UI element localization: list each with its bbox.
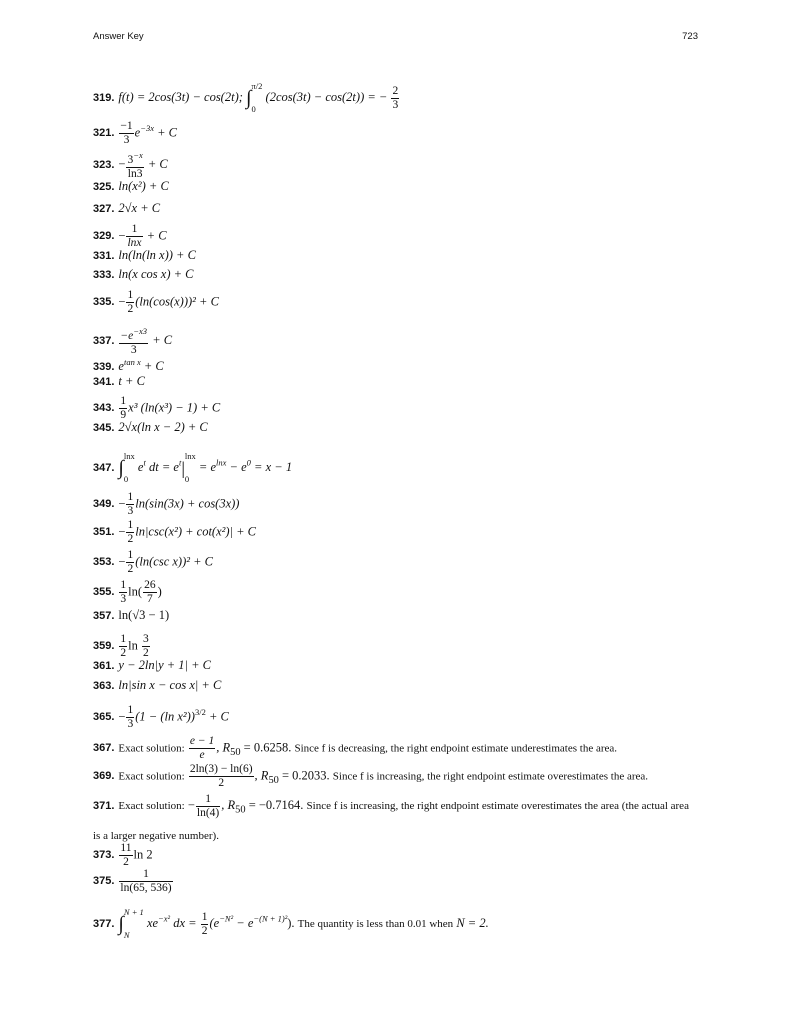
answer-347: 347. ∫ lnx 0 $e^t$ dt = $e^t|$ lnx 0 = $e^{lnx} - e^0 = x - 1$ (93, 451, 293, 484)
answer-321: 321. $\frac{-1}{3}$ $e^{-3x} + C$ (93, 120, 178, 146)
answer-325: 325. ln(x²) + C (93, 179, 169, 193)
answer-335: 335. − $\frac{1}{2}$ (ln(cos(x)))² + C (93, 289, 219, 315)
answer-375: 375. $\frac{1}{\ln(65, 536)}$ (93, 868, 172, 894)
answer-329: 329. − $\frac{1}{\ln x}$ + C (93, 223, 167, 249)
answer-351: 351. − $\frac{1}{2}$ ln|csc(x²) + cot(x²)| + C (93, 519, 257, 545)
header-left: Answer Key (93, 31, 144, 42)
answer-337: 337. $\frac{-e^{-x3}}{3}$ + C (93, 326, 173, 356)
answer-377: 377. ∫ N + 1 N $xe^{-x^2}$ dx = $\frac{1}{2}$ $(e^{-N^2} - e^{-(N + 1)^2})$. The quantity is less than 0.01 when N = 2. (93, 907, 489, 940)
answer-369: 369. Exact solution: $\frac{2\ln(3) - \ln(6)}{2}$ , $R_{50} = 0.2033$. Since f is increasing, the right endpoint estimate overestimates the area. (93, 763, 649, 789)
answer-363: 363. ln|sin x − cos x| + C (93, 678, 222, 692)
answer-341: 341. t + C (93, 374, 145, 388)
answer-361: 361. y − 2ln|y + 1| + C (93, 658, 212, 672)
answer-359: 359. $\frac{1}{2}$ ln $\frac{3}{2}$ (93, 633, 149, 659)
answer-365: 365. − $\frac{1}{3}$ (1 − (ln x²))$^{3/2}$ + C (93, 704, 229, 730)
answer-331: 331. ln(ln(ln x)) + C (93, 248, 196, 262)
answer-319: 319. f(t) = 2cos(3t) − cos(2t); ∫ π/2 0 (2cos(3t) − cos(2t)) = − $\frac{2}{3}$ (93, 81, 399, 114)
answer-323: 323. − $\frac{3^{-x}}{\ln 3}$ + C (93, 150, 168, 180)
answer-353: 353. − $\frac{1}{2}$ (ln(csc x))² + C (93, 549, 214, 575)
answer-357: 357. ln(√3 − 1) (93, 608, 170, 622)
answer-343: 343. $\frac{1}{9}$ x³ (ln(x³) − 1) + C (93, 395, 221, 421)
answer-349: 349. − $\frac{1}{3}$ ln(sin(3x) + cos(3x)) (93, 491, 240, 517)
answer-345: 345. 2√x(ln x − 2) + C (93, 420, 208, 434)
page-number: 723 (682, 31, 698, 42)
integral-sign-icon: ∫ (118, 913, 124, 935)
answer-355: 355. $\frac{1}{3}$ ln( $\frac{26}{7}$ ) (93, 579, 162, 605)
answer-371: 371. Exact solution: − $\frac{1}{\ln(4)}$ , $R_{50} = -0.7164$. Since f is increasing, the right endpoint estimate overestimates the area (the actual area is a larger negative number). (93, 792, 689, 842)
answer-367: 367. Exact solution: $\frac{e - 1}{e}$ , $R_{50} = 0.6258$. Since f is decreasing, the right endpoint estimate underestimates the area. (93, 735, 618, 761)
answer-327: 327. 2√x + C (93, 201, 161, 215)
answer-373: 373. $\frac{11}{2}$ ln 2 (93, 842, 153, 868)
answer-333: 333. ln(x cos x) + C (93, 267, 194, 281)
integral-sign-icon: ∫ (118, 457, 124, 479)
integral-sign-icon: ∫ (246, 87, 252, 109)
answer-339: 339. $e^{tan x} + C$ (93, 357, 164, 374)
